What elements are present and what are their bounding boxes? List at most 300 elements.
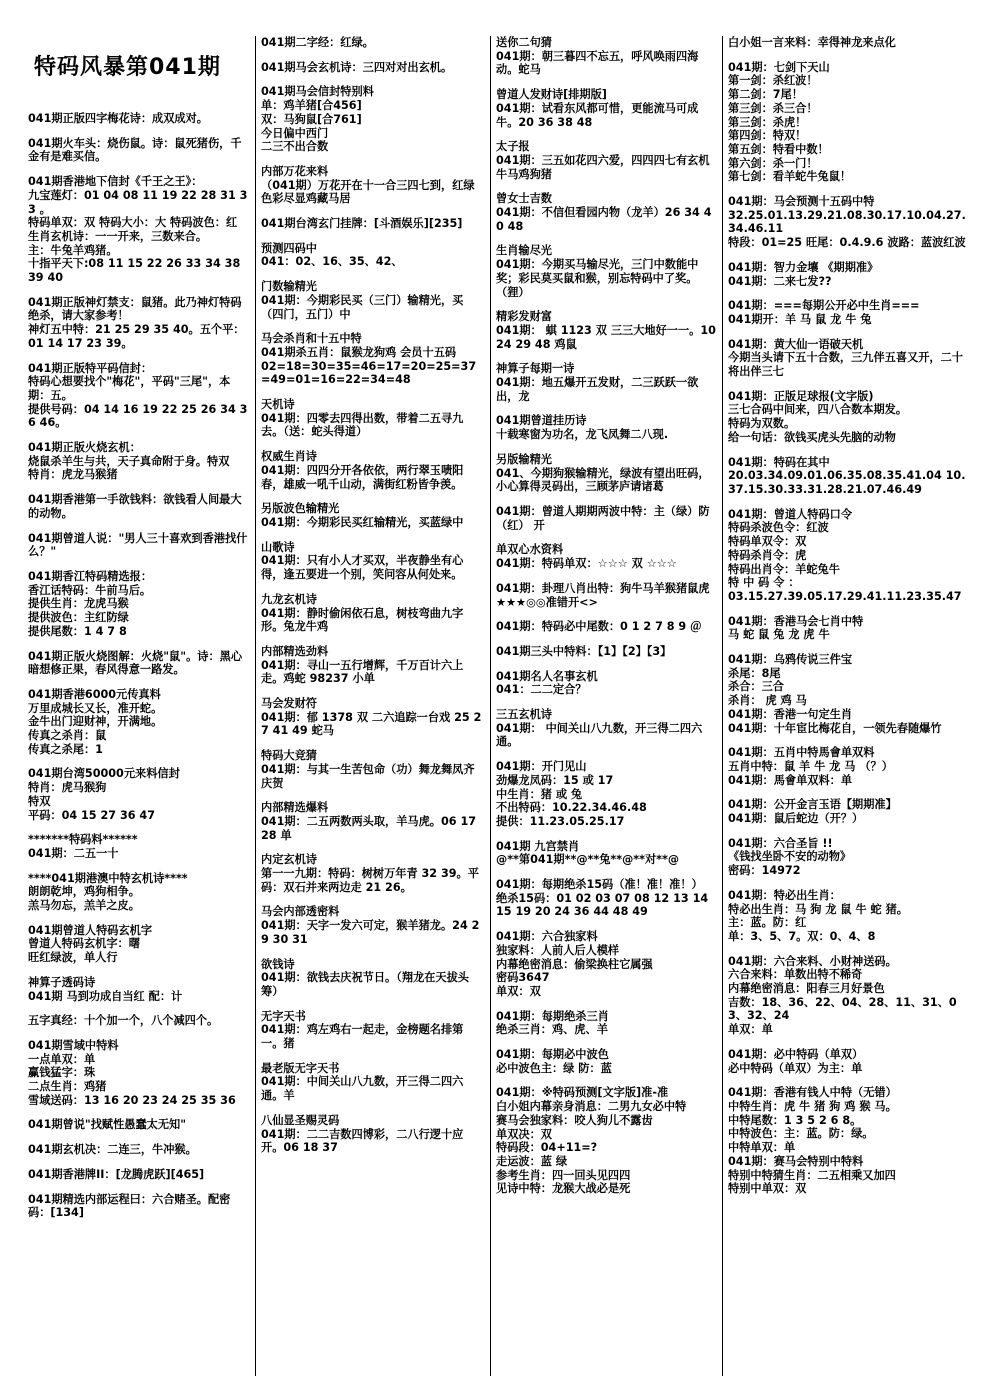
text-line: 041期：十年宦比梅花自，一领先春随爆竹 (728, 721, 942, 735)
text-line: 041期：乌鸦传说三件宝 (728, 653, 853, 667)
text-line: 提供生肖：龙虎马猴 (28, 597, 129, 611)
text-line: 第一剑：杀红波！ (728, 74, 818, 88)
text-line: 送你二句猜 (496, 36, 552, 49)
text-line: 九龙玄机诗 (261, 592, 317, 606)
text-block (261, 398, 484, 439)
text-line: 必中特码（单双）为主：单 (728, 1061, 863, 1075)
text-line: 02=18=30=35=46=17=20=25=37=49=01=16=22=34=48 (261, 359, 477, 387)
text-line: 041期：只有小人才买双，半夜静坐有心得，逢五要进一个别，笑问容从何处来。 (261, 554, 464, 582)
text-line: 特段：01=25 旺尾：0.4.9.6 波路：蓝波红波 (728, 236, 966, 250)
text-line: 神算子每期一诗 (496, 362, 575, 376)
text-line: 中特生肖：虎 牛 猪 狗 鸡 猴 马。 (728, 1100, 897, 1113)
text-block (28, 532, 249, 559)
text-line: 三五玄机诗 (496, 708, 552, 722)
text-line: 041期香港地下信封《千王之王》： (28, 175, 203, 189)
text-line: 内部精选劲料 (261, 644, 329, 658)
text-line: 九宝莲灯：01 04 08 11 19 22 28 31 33 。 (28, 188, 248, 216)
text-line: 041期香江特码精选报： (28, 569, 153, 583)
text-line: 给一句话：欲钱买虎头先脑的动物 (728, 430, 896, 444)
text-line: 曾道人发财诗[排期版] (496, 88, 607, 102)
column-2 (255, 0, 490, 1391)
text-line: 神灯五中特：21 25 29 35 40。五个平：01 14 17 23 39。 (28, 323, 245, 350)
text-line: 马会杀肖和十五中特 (261, 332, 362, 346)
text-block (261, 1010, 484, 1051)
text-line: 第三剑：杀虎！ (728, 115, 807, 129)
text-block (728, 889, 969, 944)
text-line: 041期：特码必中尾数：0 1 2 7 8 9 ＠ (496, 620, 702, 634)
text-line: 32.25.01.13.29.21.08.30.17.10.04.27.34.46.11 (728, 208, 966, 236)
text-line: ****041期港澳中特玄机诗**** (28, 871, 188, 885)
text-line: 041期：马会预测十五码中特 (728, 195, 875, 209)
text-block (261, 541, 484, 582)
text-line: 绝杀15码：01 02 03 07 08 12 13 14 15 19 20 24 36 44 48 49 (496, 891, 709, 919)
text-line: 第四剑：特双！ (728, 129, 807, 143)
text-block (28, 493, 249, 520)
text-line: 三七合码中间来，四八合数本期发。 (728, 403, 908, 417)
text-line: 041：二二定合？ (496, 683, 587, 697)
text-block (261, 593, 484, 634)
text-line: 特必出生肖：马 狗 龙 鼠 牛 蛇 猪。 (728, 902, 908, 916)
text-line: 特码段：04+11=? (496, 1141, 598, 1155)
text-block (261, 958, 484, 999)
column-4 (722, 0, 975, 1391)
text-line: 五字真经：十个加一个，八个减四个。 (28, 1014, 219, 1028)
text-line: 041期：郁 1378 双 二六追踪一台戏 25 27 41 49 蛇马 (261, 710, 482, 738)
text-line: 041期杀五肖：鼠猴龙狗鸡 会员十五码 (261, 345, 457, 359)
text-line: 041期马会信封特别料 (261, 85, 374, 99)
text-block (28, 441, 249, 482)
text-line: 041期正版特平码信封： (28, 361, 153, 375)
text-line: 主：蓝。防：红 (728, 916, 807, 930)
text-line: 预测四码中 (261, 241, 317, 255)
text-line: 041期曾道挂历诗 (496, 414, 587, 428)
text-line: 041期曾说"找赋性愚蠢太无知" (28, 1118, 187, 1132)
text-line: 二三不出合数 (261, 140, 329, 154)
text-line: 特码单双：双 特码大小：大 特码波色：红 (28, 216, 238, 230)
text-line: 第一一九期：特码：树树万年青 32 39。平码：双石并来两边走 21 26。 (261, 867, 479, 894)
text-line: 041期：天字一发六可定，猴羊猪龙。24 29 30 31 (261, 919, 480, 946)
text-line: 万里成城长又长，准开蛇。 (28, 701, 163, 715)
text-block (728, 615, 969, 642)
text-line: 041期：香港有钱人中特（无错） (728, 1086, 897, 1100)
text-block (496, 310, 716, 351)
text-block (28, 872, 249, 913)
text-line: 041期： 中间关山八九数，开三得二四六通。 (496, 721, 703, 749)
text-line: 单：鸡羊猪[合456] (261, 99, 362, 113)
text-line: 传真之杀肖：鼠 (28, 729, 107, 743)
text-line: 041期：公开金言玉语【期期准】 (728, 798, 897, 812)
text-line: （041期）万花开在十一合三四七到，红绿色彩尽显鸡藏马居 (261, 178, 475, 206)
text-line: 十载寒窗为功名，龙飞凤舞二八现. (496, 428, 669, 442)
text-block (496, 760, 716, 829)
text-line: 单双心水资料 (496, 543, 564, 557)
text-line: 041期二字经：红绿。 (261, 36, 374, 49)
text-block (28, 767, 249, 822)
text-line: 内定玄机诗 (261, 853, 317, 867)
text-line: 不出特码：10.22.34.46.48 (496, 801, 647, 815)
text-block (728, 195, 969, 250)
text-line: 041期：曾道人期期两波中特：主（绿）防（红） 开 (496, 504, 710, 532)
text-line: 中特单双：单 (728, 1141, 796, 1155)
text-block (496, 543, 716, 570)
text-line: 第五剑：特看中数！ (728, 142, 829, 156)
text-line: 041期：六合来料、小财神送码。 (728, 954, 897, 968)
text-line: 第七剑：看羊蛇牛兔鼠！ (728, 170, 852, 184)
text-block (728, 338, 969, 379)
text-block (261, 85, 484, 154)
text-line: 另版波色输精光 (261, 502, 340, 516)
text-block (496, 620, 716, 634)
text-line: 041期：开门见山 (496, 760, 587, 774)
text-line: 单双：单 (728, 1023, 773, 1037)
text-line: 特肖：虎马猴狗 (28, 781, 107, 795)
text-line: 山歌诗 (261, 540, 295, 554)
text-block (261, 749, 484, 790)
text-block (496, 645, 716, 659)
text-line: 041期正版四字梅花诗：成双成对。 (28, 112, 208, 125)
text-block (28, 570, 249, 639)
text-line: 041期：朝三暮四不忘五，呼风唤雨四海动。蛇马 (496, 49, 699, 77)
text-line: 内幕绝密消息：偷梁换柱它属强 (496, 957, 653, 971)
text-block (496, 88, 716, 129)
text-block (28, 650, 249, 677)
text-line: 内部精选爆料 (261, 801, 329, 815)
text-block (728, 390, 969, 445)
text-line: 041期：试看东风都可惜，更能流马可成牛。20 36 38 48 (496, 101, 699, 129)
text-line: 第三剑：杀三合！ (728, 101, 818, 115)
text-block (728, 837, 969, 878)
text-line: 赛马会独家料：咬人狗儿不露齿 (496, 1113, 653, 1127)
text-line: 赢钱猛字：珠 (28, 1066, 96, 1080)
text-line: 041期：鸡左鸡右一起走，金榜题名排第一。猪 (261, 1023, 464, 1051)
text-line: 041期：七剑下天山 (728, 60, 830, 74)
text-line: 羔马勿忘，羔羊之皮。 (28, 899, 140, 913)
text-block (28, 1014, 249, 1028)
text-line: 041期马会玄机诗：三四对对出玄机。 (261, 60, 453, 74)
text-line: 太子报 (496, 140, 530, 154)
text-line: 041期名人名事玄机 (496, 669, 598, 683)
text-line: 特 中 码 令 ： (728, 576, 800, 590)
text-line: *******特码料****** (28, 833, 138, 847)
text-block (261, 242, 484, 269)
text-line: 六合来料：单数出特不稀奇 (728, 968, 863, 982)
text-line: 吉数：18、36、22、04、28、11、31、03、32、24 (728, 995, 957, 1023)
text-block (728, 1048, 969, 1075)
text-line: 041期香港牌II：[龙腾虎跃][465] (28, 1167, 205, 1181)
text-line: 生肖输尽光 (496, 244, 552, 258)
text-block (261, 1114, 484, 1155)
text-line: 041期： 蜞 1123 双 三三大地好一一。10 24 29 48 鸡鼠 (496, 323, 716, 351)
text-block (261, 1062, 484, 1103)
text-line: 雪域送码：13 16 20 23 24 25 35 36 (28, 1093, 236, 1107)
text-line: 041期曾道人特码玄机字 (28, 923, 153, 937)
text-line: 门数输精光 (261, 280, 317, 294)
text-line: 041期三头中特料：【1】【2】【3】 (496, 644, 672, 658)
text-line: 041期：二来七发?? (728, 274, 832, 288)
text-line: 密码：14972 (728, 864, 801, 878)
text-block (261, 165, 484, 206)
text-line: 中特尾数：1 3 5 2 6 8。 (728, 1113, 862, 1127)
text-block (28, 1039, 249, 1108)
text-line: 特别中特猜生肖：二五相乘又加四 (728, 1168, 896, 1182)
text-line: 第六剑：杀一门！ (728, 156, 818, 170)
text-line: 特码杀肖令：虎 (728, 548, 807, 562)
text-line: 041期：二五一十 (28, 846, 119, 860)
text-line: 必中波色主：绿 防：蓝 (496, 1061, 612, 1075)
text-line: 提供尾数：1 4 7 8 (28, 624, 127, 638)
text-line: 平码：04 15 27 36 47 (28, 808, 155, 822)
text-line: 041期：特必出生肖： (728, 888, 841, 902)
text-line: 041期：赛马会特别中特料 (728, 1154, 864, 1168)
text-block (496, 1048, 716, 1075)
text-line: 041期：静时偷闲依石息，树枝弯曲九字形。兔龙牛鸡 (261, 606, 464, 634)
text-line: 041期：今期买马输尽光，三门中数能中奖；彩民莫买鼠和猴，别忘特码中了奖。（狸） (496, 258, 699, 299)
text-block (728, 746, 969, 787)
text-line: 041期正版火烧图解：火烧"鼠"。诗：黑心暗想修正果，春风得意一路发。 (28, 649, 243, 677)
text-line: 041期：六合独家料 (496, 930, 598, 944)
text-block (28, 1193, 249, 1220)
text-line: 041期香港6000元传真料 (28, 687, 161, 701)
text-line: 041：02、16、35、42、 (261, 255, 403, 269)
text-block (261, 280, 484, 321)
text-line: 《钱找坐卧不安的动物》 (728, 850, 852, 864)
text-line: 041期曾道人说："男人三十喜欢到香港找什么？" (28, 531, 248, 559)
text-line: 041、今期狗猴输精光，绿波有望出旺码，小心算得灵码出，三顾茅庐请诸葛 (496, 466, 710, 494)
text-line: 今日偏中西门 (261, 126, 329, 140)
text-line: 特双 (28, 794, 51, 808)
text-line: 天机诗 (261, 398, 295, 412)
text-line: 无字天书 (261, 1009, 306, 1023)
text-block (28, 1118, 249, 1132)
text-block (261, 450, 484, 491)
text-line: 马会发财符 (261, 697, 317, 711)
text-line: 欲钱诗 (261, 957, 295, 971)
text-line: 041期正版神灯禁支：鼠猪。此乃神灯特码绝杀，请大家参考！ (28, 295, 242, 323)
text-line: 杀肖： 虎 鸡 马 (728, 694, 807, 708)
text-line: 白小姐内幕亲身消息：二男九女必中特 (496, 1100, 687, 1114)
text-line: 041期 马到功成自当红 配：计 (28, 989, 183, 1003)
text-line: 内部万花来料 (261, 164, 329, 178)
text-line: 041期：===每期公开必中生肖=== (728, 299, 920, 313)
text-block (496, 840, 716, 867)
text-line: 041期正版火烧玄机： (28, 441, 141, 455)
text-block (728, 299, 969, 326)
text-block (496, 192, 716, 233)
text-line: 二点生肖：鸡猪 (28, 1080, 107, 1094)
text-block (261, 801, 484, 842)
text-line: 白小姐一言来料：幸得神龙来点化 (728, 36, 896, 49)
text-line: 特码单双令：双 (728, 535, 807, 549)
text-line: 041期：每期绝杀15码（准！准！准！） (496, 878, 703, 892)
text-line: 041期：五肖中特馬會单双料 (728, 746, 875, 760)
text-line: 提供：11.23.05.25.17 (496, 814, 625, 828)
text-block (261, 853, 484, 894)
text-line: 041期：香港一句定生肖 (728, 707, 853, 721)
text-line: 另版输精光 (496, 452, 552, 466)
text-line: 绝杀三肖：鸡、虎、羊 (496, 1023, 608, 1037)
text-line: 041期台湾50000元来料信封 (28, 767, 180, 781)
page-title: 特码风暴第041期 (34, 55, 221, 80)
text-line: 双：马狗鼠[合761] (261, 112, 362, 126)
text-block (728, 61, 969, 184)
text-line: 杀合：三合 (728, 680, 784, 694)
text-block (728, 36, 969, 50)
text-line: 041期：曾道人特码口令 (728, 507, 853, 521)
text-block (496, 1086, 716, 1196)
text-line: 主：牛兔羊鸡猪。 (28, 243, 118, 257)
text-line: 041期：四四分开各依依，两行翠玉啧阳春，雄威一吼千山动，满街红粉皆争羡。 (261, 463, 464, 491)
text-block (28, 137, 249, 164)
text-line: 041期：特码单双：☆☆☆ 双 ☆☆☆ (496, 557, 677, 571)
text-block (261, 36, 484, 50)
text-line: 041期：香港马会七肖中特 (728, 614, 864, 628)
text-line: 单双：双 (496, 984, 541, 998)
text-block (728, 798, 969, 825)
text-block (496, 582, 716, 609)
text-line: 权威生肖诗 (261, 450, 317, 464)
text-line: 朗朗乾坤，鸡狗相争。 (28, 885, 140, 899)
text-line: 041期：特码在其中 (728, 455, 830, 469)
text-line: 特码出肖令：羊蛇兔牛 (728, 562, 840, 576)
text-block (28, 1143, 249, 1157)
text-block (496, 362, 716, 403)
text-line: 单双决：双 (496, 1127, 552, 1141)
column-1 (22, 0, 255, 1391)
text-block (261, 905, 484, 946)
text-line: 密码3647 (496, 971, 550, 985)
text-line: 五肖中特：鼠 羊 牛 龙 马 （？） (728, 759, 893, 773)
text-block (28, 1168, 249, 1182)
text-line: 单：3、5、7。双：0、4、8 (728, 929, 876, 943)
text-line: 劲爆龙凤码：15 或 17 (496, 773, 614, 787)
text-block (728, 653, 969, 735)
text-line: 金牛出门迎财神，开满地。 (28, 715, 163, 729)
text-line: 041期：今期彩民买（三门）输精光，买（四门，五门）中 (261, 293, 464, 321)
text-line: 第二剑：7尾！ (728, 88, 803, 102)
text-line: 马 蛇 鼠 兔 龙 虎 牛 (728, 628, 830, 642)
text-line: 041期：六合圣旨 !! (728, 836, 833, 850)
text-line: 041期：每期必中波色 (496, 1048, 609, 1062)
text-block (496, 708, 716, 749)
text-line: 041期：正版足球报(文字版) (728, 389, 874, 403)
text-line: 041期：※特码预测[文字版]准-准 (496, 1086, 669, 1100)
text-line: 041期：三五如花四六爱，四四四七有玄机 牛马鸡狗猪 (496, 153, 710, 181)
text-block (496, 244, 716, 299)
text-line: 特码为双数。 (728, 417, 796, 431)
text-block (28, 362, 249, 431)
text-line: 041期：与其一生苦包命（功）舞龙舞凤齐庆贺 (261, 762, 475, 790)
text-block (728, 955, 969, 1037)
text-line: 041期：卦理八肖出特：狗牛马羊猴猪鼠虎★★★◎◎准错开<> (496, 581, 710, 609)
text-line: 旺红绿波，单人行 (28, 951, 118, 965)
text-line: 八仙显圣赐灵码 (261, 1113, 340, 1127)
text-line: 特码杀波色令：红波 (728, 521, 829, 535)
text-line: 参考生肖：四一回头见四四 (496, 1168, 631, 1182)
text-line: 内幕绝密消息：阳春三月好景色 (728, 982, 885, 996)
text-line: 走运波：蓝 绿 (496, 1155, 568, 1168)
text-block (261, 645, 484, 686)
text-block (261, 217, 484, 231)
text-line: 041期玄机决：二连三，牛冲猴。 (28, 1143, 197, 1157)
text-line: 香江话特码：牛前马后。 (28, 583, 152, 597)
column-3 (490, 0, 722, 1391)
text-line: 041期：欲钱去庆祝节日。（翔龙在天拔头筹） (261, 971, 469, 998)
text-line: 041期：二二吉数四博彩，二八行逻十应开。06 18 37 (261, 1127, 464, 1155)
text-line: 041期台湾玄门挂牌：[斗酒娱乐][235] (261, 217, 463, 231)
text-line: 独家料：人前人后人模样 (496, 943, 620, 957)
text-block (28, 175, 249, 285)
text-block (261, 61, 484, 75)
text-line: 曾道人特码玄机字：曙 (28, 937, 140, 951)
text-block (261, 502, 484, 529)
text-line: 十指平天下:08 11 15 22 26 33 34 38 39 40 (28, 257, 241, 285)
text-line: 03.15.27.39.05.17.29.41.11.23.35.47 (728, 589, 962, 603)
text-line: 特码大竞猜 (261, 749, 317, 763)
text-block (728, 261, 969, 288)
text-line: 提供号码：04 14 16 19 22 25 26 34 36 46。 (28, 402, 248, 430)
text-line: 曾女士吉数 (496, 192, 552, 206)
text-line: @**第041期**@**兔**@**对**@ (496, 853, 680, 867)
text-block (496, 930, 716, 999)
text-block (728, 1086, 969, 1196)
text-block (496, 36, 716, 77)
text-block (261, 697, 484, 738)
text-line: 041期：智力金壤 《期期准》 (728, 260, 879, 274)
text-block (28, 976, 249, 1003)
text-block (496, 140, 716, 181)
text-line: 神算子透码诗 (28, 975, 96, 989)
text-line: 杀尾：8尾 (728, 666, 781, 680)
text-block (496, 505, 716, 532)
text-line: 特别中单双：双 (728, 1182, 807, 1196)
text-line: 生肖玄机诗：一一开来，三数来合。 (28, 229, 208, 243)
text-line: 马会内部透密料 (261, 905, 340, 919)
text-block (28, 924, 249, 965)
text-line: 中生肖：猪 或 兔 (496, 787, 583, 801)
text-line: 提供波色：主红防绿 (28, 611, 129, 625)
text-line: 041期精选内部运程曰：六合赌圣。配密码：[134] (28, 1192, 231, 1220)
text-line: 中特波色：主：蓝。防：绿。 (728, 1127, 874, 1141)
text-block (28, 112, 249, 126)
text-line: 041期：四零去四得出数，带着二五寻九去。（送：蛇头得道） (261, 411, 464, 439)
text-line: 一点单双：单 (28, 1052, 96, 1066)
text-line: 传真之杀尾：1 (28, 742, 103, 756)
text-line: 041期：今期彩民买红输精光，买蓝绿中 (261, 515, 464, 529)
text-block (496, 670, 716, 697)
text-block (496, 1010, 716, 1037)
text-line: 特肖：虎龙马猴猪 (28, 468, 118, 482)
text-line: 041期：馬會单双料：单 (728, 773, 853, 787)
text-line: 041期：二五两数两头取，羊马虎。06 17 28 单 (261, 814, 477, 842)
text-line: 精彩发财富 (496, 310, 552, 324)
text-line: 041期开：羊 马 鼠 龙 牛 兔 (728, 312, 872, 326)
text-line: 041期：每期绝杀三肖 (496, 1009, 609, 1023)
text-line: 041期：寻山一五行增辉，千万百计六上走。鸡蛇 98237 小单 (261, 658, 464, 686)
text-line: 见诗中特：龙猴大战必是死 (496, 1182, 631, 1196)
text-line: 041期：必中特码（单双） (728, 1047, 864, 1061)
text-line: 041期：中间关山八九数，开三得二四六通。羊 (261, 1075, 464, 1103)
text-block (496, 878, 716, 919)
text-block (728, 456, 969, 497)
text-block (496, 453, 716, 494)
text-block (28, 833, 249, 860)
text-line: 烧鼠杀羊生与共，天子真命附于身。特双 (28, 454, 230, 468)
text-line: 041期：黄大仙一语破天机 (728, 337, 864, 351)
text-line: 特码心想要找个"梅花"，平码"三尾"，本期：五。 (28, 375, 231, 402)
text-block (728, 508, 969, 604)
text-line: 041期火车头：烧伤鼠。诗：鼠死猪伤，千金有是难买信。 (28, 136, 242, 164)
text-block (261, 332, 484, 387)
